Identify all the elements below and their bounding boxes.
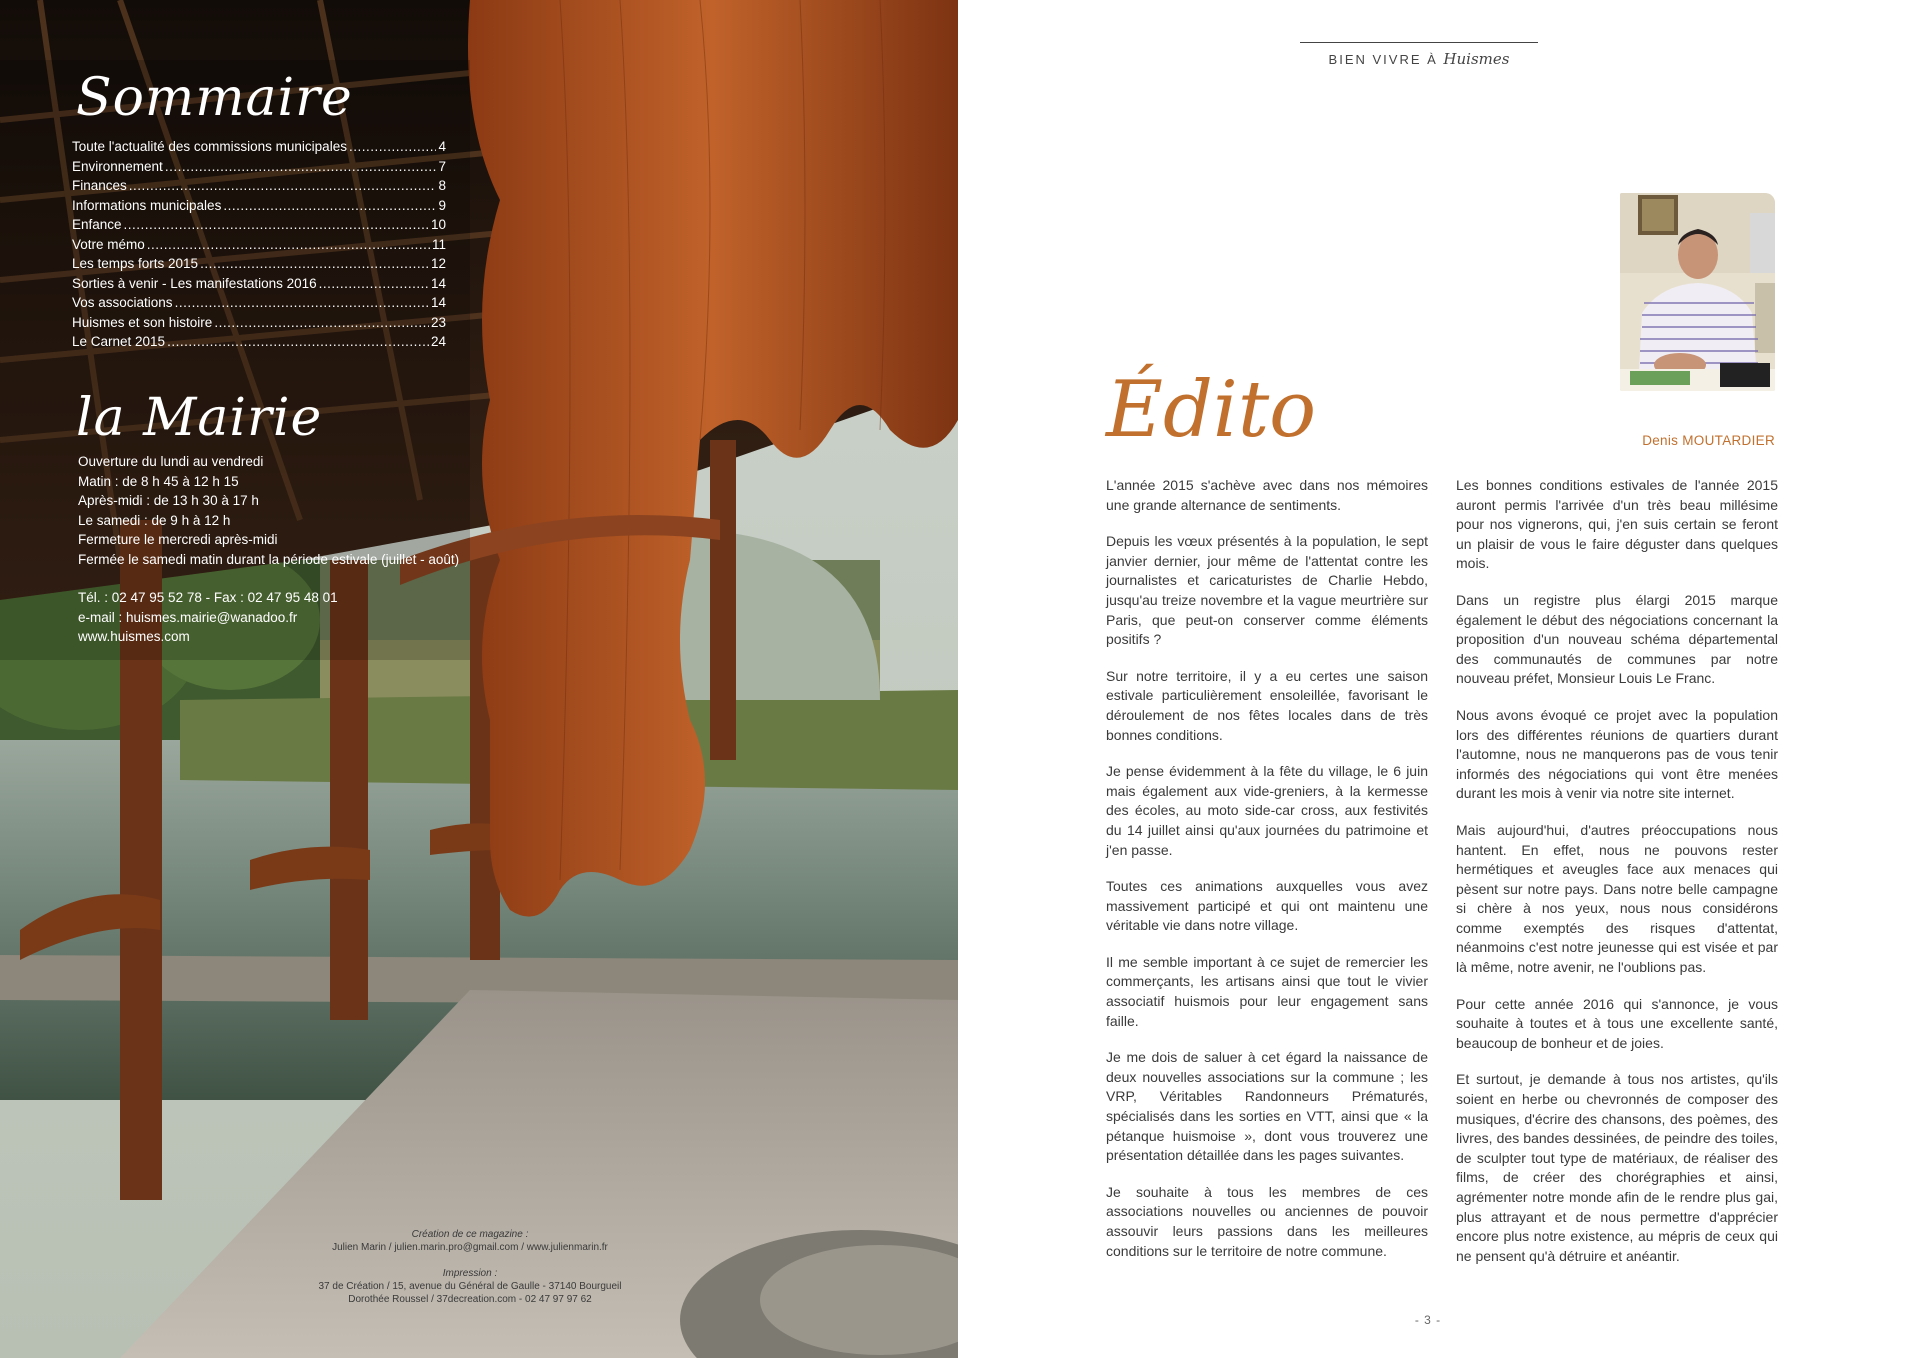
toc-item[interactable] — [72, 293, 446, 313]
edito-paragraph: Dans un registre plus élargi 2015 marque également le début des négociations concernant la proposition d'un nouveau schéma départemental des communautés de communes par notre nouveau préfet, Monsieur Louis Le Franc. — [1456, 591, 1778, 687]
header-rule — [1300, 42, 1538, 43]
edito-paragraph: L'année 2015 s'achève avec dans nos mémoires une grande alternance de sentiments. — [1106, 477, 1428, 513]
edito-paragraph: Sur notre territoire, il y a eu certes une saison estivale particulièrement ensoleillée, favorisant le déroulement de nos fêtes locales dans de très bonnes conditions. — [1106, 667, 1428, 743]
toc-leader — [175, 293, 429, 313]
edito-paragraph: Pour cette année 2016 qui s'annonce, je vous souhaite à toutes et à tous une excellente santé, beaucoup de bonheur et de joies. — [1456, 995, 1778, 1051]
toc-item-page: 7 — [438, 158, 446, 174]
edito-title: Édito — [1106, 365, 1317, 455]
hours-line: Matin : de 8 h 45 à 12 h 15 — [78, 473, 239, 489]
toc-item-page: 10 — [430, 217, 446, 232]
toc-item[interactable] — [72, 274, 446, 294]
toc-item-label: Votre mémo — [72, 236, 145, 252]
toc-item-page: 4 — [438, 139, 446, 154]
phone-fax: Tél. : 02 47 95 52 78 - Fax : 02 47 95 48 01 — [78, 590, 338, 605]
toc-leader — [223, 196, 436, 216]
table-of-contents — [72, 137, 446, 352]
toc-item[interactable] — [72, 137, 446, 157]
magazine-credits — [290, 1228, 650, 1306]
toc-item-label: Toute l'actualité des commissions municipales — [72, 139, 347, 154]
right-page — [958, 0, 1920, 1358]
edito-paragraph: Et surtout, je demande à tous nos artistes, qu'ils soient en herbe ou chevronnés de composer des musiques, d'écrire des chansons, des poèmes, des livres, des bandes dessinées, de peindre des toiles, de sculpter tout type de matériaux, de réaliser des films, de créer des chorégraphies et ainsi, agrémenter notre monde afin de le rendre plus gai, plus attrayant et de nous permettre d'apprécier encore plus notre existence, au mépris de ceux qui ne pensent qu'à détruire et anéantir. — [1456, 1071, 1778, 1264]
hours-line: Ouverture du lundi au vendredi — [78, 454, 264, 469]
edito-paragraph: Toutes ces animations auxquelles vous avez massivement participé et qui ont maintenu une véritable vie dans notre village. — [1106, 878, 1428, 934]
toc-item-page: 14 — [430, 295, 446, 310]
edito-paragraph: Depuis les vœux présentés à la population, le sept janvier dernier, jour même de l'attentat contre les journalistes et caricaturistes de Charlie Hebdo, jusqu'au treize novembre et la vague meurtrière sur Paris, que peut-on conserver comme éléments positifs ? — [1106, 533, 1428, 648]
running-header — [1300, 50, 1538, 68]
edito-column-right — [1456, 476, 1778, 1283]
toc-item-page: 11 — [431, 236, 446, 252]
print-line: Dorothée Roussel / 37decreation.com - 02 47 97 97 62 — [348, 1294, 592, 1305]
toc-item-page: 14 — [430, 275, 446, 291]
toc-item-label: Le Carnet 2015 — [72, 334, 166, 349]
toc-item[interactable] — [72, 332, 446, 352]
toc-item-label: Informations municipales — [72, 197, 222, 213]
mairie-contact — [78, 588, 338, 647]
toc-item-label: Finances — [72, 178, 127, 193]
toc-leader — [124, 215, 429, 235]
toc-item[interactable] — [72, 157, 446, 177]
toc-item[interactable] — [72, 196, 446, 216]
toc-item-page: 12 — [430, 256, 446, 271]
mayor-portrait — [1620, 193, 1775, 391]
toc-item-page: 8 — [438, 178, 446, 193]
edito-paragraph: Nous avons évoqué ce projet avec la population lors des différentes réunions de quartiers durant l'automne, nous ne manquerons pas de vous tenir informés des négociations qui vont être menées durant les mois à venir via notre site internet. — [1456, 706, 1778, 802]
toc-item-label: Environnement — [72, 158, 163, 174]
hours-line: Après-midi : de 13 h 30 à 17 h — [78, 493, 259, 508]
toc-item[interactable] — [72, 215, 446, 235]
toc-leader — [200, 254, 429, 274]
toc-item-label: Les temps forts 2015 — [72, 256, 199, 271]
edito-paragraph: Mais aujourd'hui, d'autres préoccupations nous hantent. En effet, nous ne pouvons rester hermétiques et aveugles face aux menaces qui pèsent sur notre pays. Dans notre belle campagne si chère à nos yeux, nous nous considérons comme exemptés des risques d'attentat, néanmoins c'est notre jeunesse qui est visée et par là même, notre avenir, ne l'oublions pas. — [1456, 821, 1778, 976]
toc-item-page: 24 — [430, 334, 446, 349]
hours-line: Le samedi : de 9 h à 12 h — [78, 512, 231, 528]
toc-item[interactable] — [72, 176, 446, 196]
print-line: 37 de Création / 15, avenue du Général de Gaulle - 37140 Bourgueil — [318, 1281, 622, 1292]
toc-leader — [129, 176, 437, 196]
hours-line: Fermeture le mercredi après-midi — [78, 532, 278, 547]
left-page — [0, 0, 958, 1358]
toc-item[interactable] — [72, 235, 446, 255]
toc-leader — [349, 137, 437, 157]
author-caption: Denis MOUTARDIER — [1642, 433, 1775, 448]
print-label: Impression : — [442, 1268, 498, 1279]
toc-leader — [167, 332, 429, 352]
mairie-hours — [78, 452, 459, 569]
toc-leader — [214, 313, 429, 333]
sommaire-title: Sommaire — [76, 68, 353, 128]
toc-leader — [147, 235, 430, 255]
edito-paragraph: Je pense évidemment à la fête du village, le 6 juin mais également aux vide-greniers, à la kermesse des écoles, au moto side-car cross, aux festivités du 14 juillet ainsi qu'aux journées du patrimoine et j'en passe. — [1106, 763, 1428, 858]
header-brand: Huismes — [1443, 50, 1510, 68]
email-link[interactable]: e-mail : huismes.mairie@wanadoo.fr — [78, 609, 298, 625]
edito-paragraph: Les bonnes conditions estivales de l'année 2015 auront permis l'arrivée d'un très beau millésime pour nos vignerons, qui, j'en suis certain se feront un plaisir de vous le faire déguster dans quelques mois. — [1456, 477, 1778, 572]
edito-paragraph: Je me dois de saluer à cet égard la naissance de deux nouvelles associations sur la commune ; les VRP, Véritables Randonneurs Prématurés, spécialisés dans les sorties en VTT, ainsi que « la pétanque huismoise », dont vous trouverez une présentation détaillée dans les pages suivantes. — [1106, 1049, 1428, 1164]
page-number: - 3 - — [1414, 1313, 1442, 1327]
edito-column-left — [1106, 476, 1428, 1278]
toc-item[interactable] — [72, 254, 446, 274]
edito-paragraph: Je souhaite à tous les membres de ces associations nouvelles ou anciennes de pouvoir assouvir leurs passions dans les meilleures conditions sur le territoire de notre commune. — [1106, 1183, 1428, 1259]
creation-label: Création de ce magazine : — [411, 1229, 529, 1240]
toc-item[interactable] — [72, 313, 446, 333]
toc-leader — [165, 157, 437, 177]
toc-item-label: Enfance — [72, 217, 122, 232]
edito-paragraph: Il me semble important à ce sujet de remercier les commerçants, les artisans ainsi que tout le vivier associatif huismois pour leur engagement sans faille. — [1106, 953, 1428, 1029]
mairie-title: la Mairie — [76, 388, 323, 448]
creation-text: Julien Marin / julien.marin.pro@gmail.com / www.julienmarin.fr — [332, 1242, 608, 1253]
toc-item-label: Vos associations — [72, 295, 173, 310]
toc-item-label: Huismes et son histoire — [72, 314, 213, 330]
hours-line: Fermée le samedi matin durant la période estivale (juillet - août) — [78, 551, 460, 567]
header-prefix: BIEN VIVRE À — [1328, 52, 1438, 67]
website-link[interactable]: www.huismes.com — [78, 629, 190, 644]
toc-item-page: 9 — [438, 197, 446, 213]
toc-item-page: 23 — [430, 314, 446, 330]
toc-item-label: Sorties à venir - Les manifestations 2016 — [72, 275, 317, 291]
toc-leader — [319, 274, 429, 294]
